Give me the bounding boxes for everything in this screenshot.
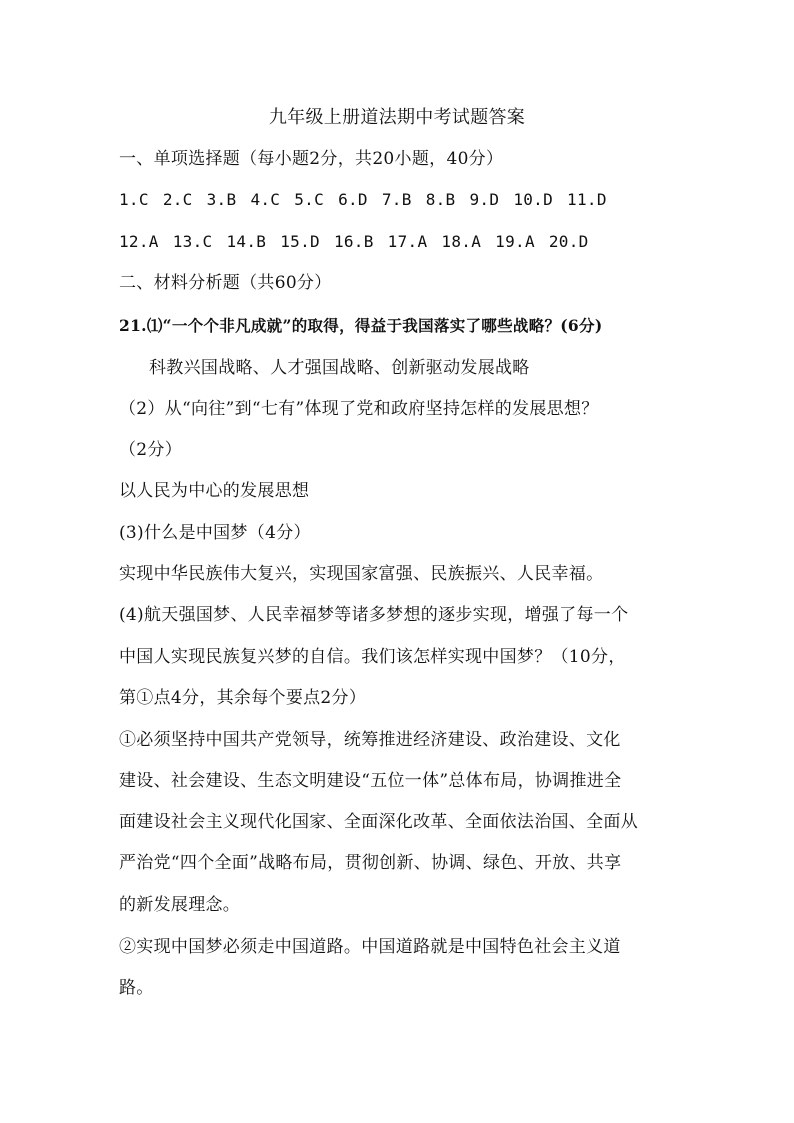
answer-item: 8.B xyxy=(425,190,456,209)
page-title: 九年级上册道法期中考试题答案 xyxy=(268,107,526,128)
answer-item: 5.C xyxy=(294,190,325,209)
answer-21-part-4-point-1-line-5: 的新发展理念。 xyxy=(119,895,241,915)
answer-item: 15.D xyxy=(280,232,320,251)
answer-row-2 xyxy=(119,230,689,254)
answer-21-part-2: 以人民为中心的发展思想 xyxy=(119,481,310,501)
question-21-part-4-line-1: (4)航天强国梦、人民幸福梦等诸多梦想的逐步实现，增强了每一个 xyxy=(119,605,629,625)
section-one-heading: 一、单项选择题（每小题2分，共20小题，40分） xyxy=(119,149,504,169)
answer-item: 20.D xyxy=(548,232,589,251)
question-21-part-3: (3)什么是中国梦（4分） xyxy=(119,523,311,543)
answer-item: 18.A xyxy=(441,232,482,251)
question-21-part-2-line-1: （2）从“向往”到“七有”体现了党和政府坚持怎样的发展思想？ xyxy=(119,399,599,419)
answer-21-part-4-point-1-line-3: 面建设社会主义现代化国家、全面深化改革、全面依法治国、全面从 xyxy=(119,812,638,832)
answer-row-1 xyxy=(119,188,689,212)
answer-item: 3.B xyxy=(206,190,237,209)
answer-item: 6.D xyxy=(338,190,368,209)
answer-item: 7.B xyxy=(381,190,412,209)
answer-item: 17.A xyxy=(387,232,428,251)
answer-item: 19.A xyxy=(495,232,535,251)
answer-item: 16.B xyxy=(333,232,374,251)
question-21-part-2-line-2: （2分） xyxy=(119,440,183,460)
answer-21-part-4-point-1-line-2: 建设、社会建设、生态文明建设“五位一体”总体布局，协调推进全 xyxy=(119,771,622,791)
question-21-part-1: 21.⑴“一个个非凡成就”的取得，得益于我国落实了哪些战略？(6分) xyxy=(119,316,603,335)
answer-item: 13.C xyxy=(172,232,213,251)
answer-21-part-4-point-2-line-1: ②实现中国梦必须走中国道路。中国道路就是中国特色社会主义道 xyxy=(119,937,621,957)
answer-item: 4.C xyxy=(250,190,281,209)
answer-item: 2.C xyxy=(162,190,193,209)
answer-item: 10.D xyxy=(513,190,554,209)
answer-21-part-4-point-1-line-1: ①必须坚持中国共产党领导，统筹推进经济建设、政治建设、文化 xyxy=(119,730,621,750)
answer-item: 12.A xyxy=(119,232,159,251)
answer-item: 1.C xyxy=(119,190,149,209)
answer-item: 11.D xyxy=(567,190,607,209)
answer-21-part-1: 科教兴国战略、人才强国战略、创新驱动发展战略 xyxy=(149,358,530,378)
answer-21-part-4-point-2-line-2: 路。 xyxy=(119,978,154,998)
answer-21-part-3: 实现中华民族伟大复兴，实现国家富强、民族振兴、人民幸福。 xyxy=(119,564,604,584)
answer-item: 9.D xyxy=(469,190,500,209)
question-21-part-4-line-3: 第①点4分，其余每个要点2分） xyxy=(119,688,367,708)
answer-21-part-4-point-1-line-4: 严治党“四个全面”战略布局，贯彻创新、协调、绿色、开放、共享 xyxy=(119,853,622,873)
section-two-heading: 二、材料分析题（共60分） xyxy=(119,273,332,293)
answer-item: 14.B xyxy=(226,232,267,251)
question-21-part-4-line-2: 中国人实现民族复兴梦的自信。我们该怎样实现中国梦？（10分， xyxy=(119,647,626,667)
